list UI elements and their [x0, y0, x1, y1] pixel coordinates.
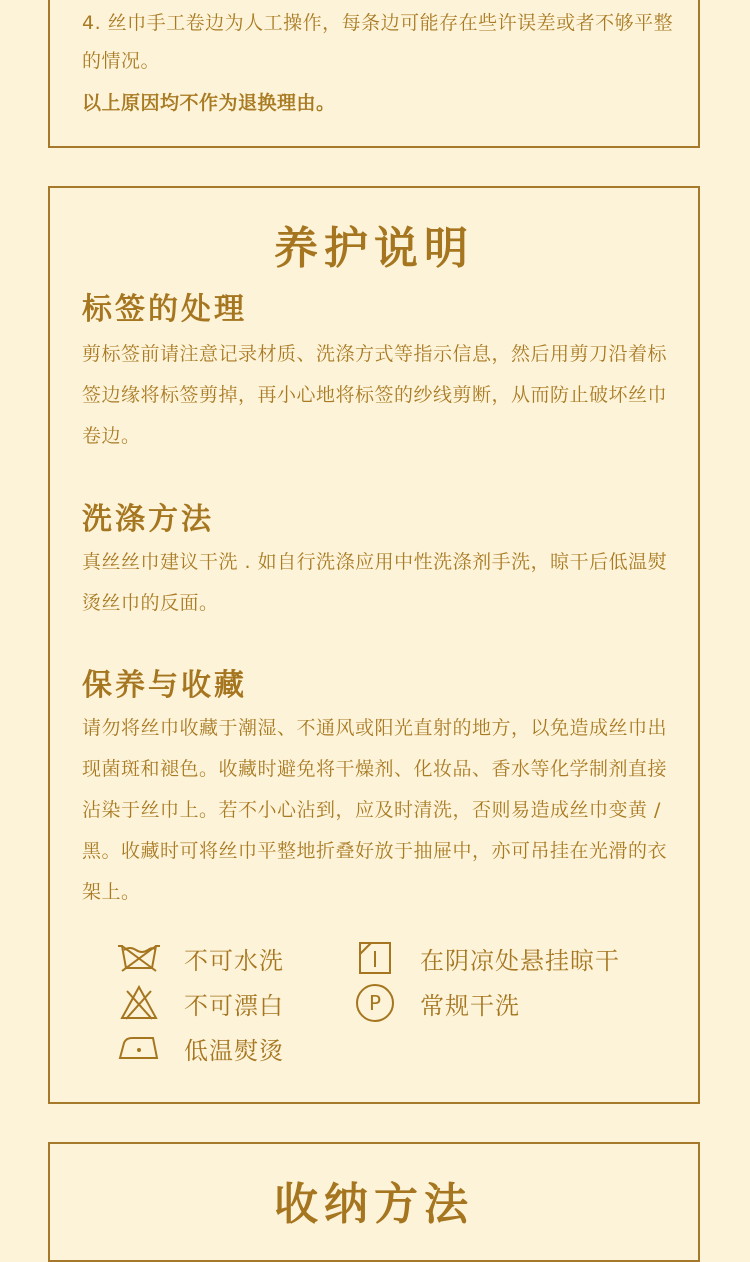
legend-no-bleach	[116, 983, 284, 1023]
return-policy-note: 以上原因均不作为退换理由。	[82, 92, 336, 114]
svg-text:P: P	[368, 991, 382, 1015]
maintenance-storage-text: 请勿将丝巾收藏于潮湿、不通风或阳光直射的地方，以免造成丝巾出现菌斑和褪色。收藏时避免将干燥剂、化妆品、香水等化学制剂直接沾染于丝巾上。若不小心沾到，应及时清洗，否则易造成丝巾变黄 / 黑。收藏时可将丝巾平整地折叠好放于抽屉中，亦可吊挂在光滑的衣架上。	[82, 717, 668, 903]
no-bleach-icon	[116, 983, 162, 1023]
legend-dry-clean	[352, 983, 520, 1023]
hang-dry-shade-icon	[352, 938, 398, 978]
previous-section-box	[48, 0, 700, 148]
washing-method-heading: 洗涤方法	[82, 502, 214, 537]
legend-label-no-bleach: 不可漂白	[184, 991, 284, 1020]
no-water-wash-icon	[116, 938, 162, 978]
care-instructions-box	[48, 186, 700, 1104]
washing-method-text: 真丝丝巾建议干洗 . 如自行洗涤应用中性洗涤剂手洗，晾干后低温熨烫丝巾的反面。	[82, 551, 668, 614]
legend-hang-dry-shade	[352, 938, 620, 978]
legend-label-no-water-wash: 不可水洗	[184, 946, 284, 975]
legend-label-hang-dry-shade: 在阴凉处悬挂晾干	[420, 946, 620, 975]
item-4-text: 4. 丝巾手工卷边为人工操作，每条边可能存在些许误差或者不够平整的情况。	[82, 12, 674, 72]
dry-clean-p-icon	[352, 983, 398, 1023]
low-iron-icon	[116, 1028, 162, 1068]
care-title: 养护说明	[274, 223, 474, 274]
storage-method-box	[48, 1142, 700, 1262]
legend-label-low-iron: 低温熨烫	[184, 1036, 284, 1065]
maintenance-storage-heading: 保养与收藏	[82, 668, 247, 703]
label-handling-text: 剪标签前请注意记录材质、洗涤方式等指示信息，然后用剪刀沿着标签边缘将标签剪掉，再小心地将标签的纱线剪断，从而防止破坏丝巾卷边。	[82, 343, 668, 447]
label-handling-heading: 标签的处理	[82, 292, 247, 327]
legend-no-water-wash	[116, 938, 284, 978]
storage-title: 收纳方法	[274, 1179, 474, 1230]
legend-label-dry-clean: 常规干洗	[420, 991, 520, 1020]
legend-low-iron	[116, 1028, 284, 1068]
